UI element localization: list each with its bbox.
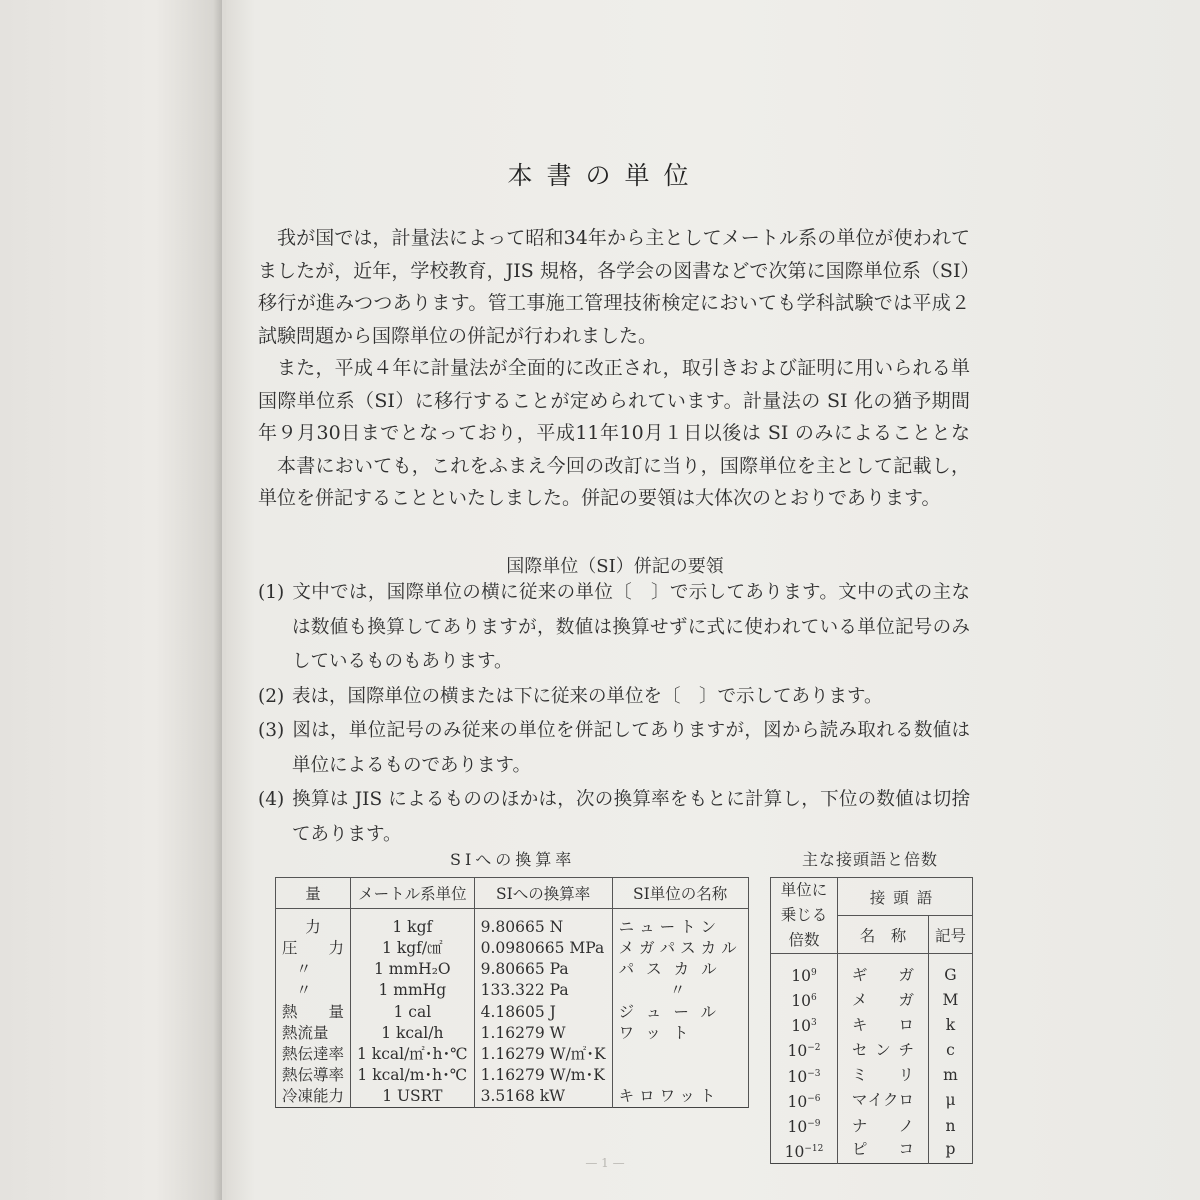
column-header: 名 称 — [837, 916, 928, 954]
intro-text — [258, 222, 970, 515]
char: キ — [851, 1015, 868, 1034]
text-line: 我が国では，計量法によって昭和34年から主としてメートル系の単位が使われて — [277, 227, 970, 249]
base: 10 — [791, 1017, 811, 1036]
prefix-symbol: μ — [928, 1088, 972, 1113]
quantity: 熱流量 — [276, 1023, 351, 1044]
text-line: ましたが，近年，学校教育，JIS 規格，各学会の図書などで次第に国際単位系（SI） — [258, 259, 970, 282]
quantity: 〃 — [276, 959, 351, 980]
text-line: 国際単位系（SI）に移行することが定められています。計量法の SI 化の猶予期間 — [258, 389, 970, 412]
base: 10 — [787, 1118, 808, 1137]
column-header: 記号 — [928, 916, 972, 954]
table-row — [276, 1001, 749, 1022]
char: マ — [851, 1091, 868, 1110]
guidelines-heading: 国際単位（SI）併記の要領 — [506, 556, 724, 577]
exponent: 3 — [810, 1018, 817, 1029]
text-line: 単位を併記することといたしました。併記の要領は大体次のとおりであります。 — [258, 487, 941, 509]
table-row — [771, 1012, 973, 1037]
text-line: 本書においても，これをふまえ今回の改訂に当り，国際単位を主として記載し， — [277, 454, 970, 477]
prefix-symbol: c — [928, 1037, 972, 1062]
si-value: 1.16279 W/m･K — [474, 1065, 612, 1086]
item-text: は数値も換算してありますが，数値は換算せずに式に使われている単位記号のみ — [292, 616, 970, 638]
si-value: 0.0980665 MPa — [474, 938, 612, 959]
quantity: 熱伝導率 — [276, 1065, 351, 1086]
exponent: 6 — [810, 993, 817, 1004]
exponent: 9 — [810, 968, 817, 978]
column-header: 単位に乗じる倍数 — [771, 878, 838, 954]
table-row — [276, 959, 749, 980]
char: イ — [867, 1091, 883, 1110]
item-text: てあります。 — [292, 823, 402, 845]
si-unit-name: ニュートン — [612, 909, 748, 939]
char: ロ — [898, 1091, 914, 1110]
prefix-name — [837, 1088, 928, 1113]
char: コ — [898, 1140, 914, 1159]
list-item — [258, 576, 970, 611]
exponent: −12 — [804, 1144, 824, 1155]
char: ン — [875, 1041, 891, 1060]
page-number: — 1 — — [585, 1156, 625, 1170]
table-row — [771, 1063, 973, 1088]
column-header: 量 — [276, 878, 351, 909]
multiplier — [771, 1012, 838, 1037]
prefix-table — [770, 877, 973, 1164]
quantity: 〃 — [276, 980, 351, 1001]
si-unit-name: ジュール — [612, 1001, 748, 1022]
si-unit-name: キロワット — [612, 1086, 748, 1108]
page-title: 本書の単位 — [507, 161, 703, 190]
char: ナ — [851, 1116, 868, 1135]
table-row — [276, 1044, 749, 1065]
table-row — [276, 909, 749, 939]
base: 10 — [791, 992, 811, 1011]
multiplier — [771, 987, 838, 1012]
quantity: 力 — [276, 909, 351, 939]
quantity: 熱 量 — [276, 1001, 351, 1022]
char: ロ — [898, 1015, 914, 1034]
exponent: −9 — [807, 1118, 821, 1129]
prefix-symbol: k — [928, 1012, 972, 1037]
multiplier — [771, 1037, 838, 1062]
prefix-name — [837, 1063, 928, 1088]
prefix-name — [837, 1037, 928, 1062]
conversion-table-caption: SIへの換算率 — [450, 850, 576, 869]
text-line: 試験問題から国際単位の併記が行われました。 — [258, 324, 658, 347]
metric-unit: 1 kgf — [351, 909, 475, 939]
list-item — [258, 714, 970, 749]
text-line: 移行が進みつつあります。管工事施工管理技術検定においても学科試験では平成２ — [258, 292, 970, 314]
item-text: 表は，国際単位の横または下に従来の単位を〔 〕で示してあります。 — [292, 685, 883, 707]
item-number: (2) — [258, 685, 285, 707]
metric-unit: 1 mmH₂O — [351, 959, 475, 980]
quantity: 圧 力 — [276, 938, 351, 959]
table-row — [771, 1088, 973, 1113]
item-text: 換算は JIS によるもののほかは，次の換算率をもとに計算し，下位の数値は切捨 — [292, 789, 970, 810]
multiplier — [771, 1113, 838, 1138]
multiplier — [771, 1063, 838, 1088]
exponent: −3 — [807, 1068, 821, 1079]
exponent: −6 — [807, 1093, 821, 1104]
char: ク — [882, 1091, 899, 1110]
si-unit-name — [612, 1044, 748, 1065]
prefix-table-caption: 主な接頭語と倍数 — [802, 850, 939, 869]
item-number: (4) — [258, 789, 285, 810]
prefix-name — [837, 1012, 928, 1037]
guidelines-list — [258, 576, 970, 852]
table-row — [771, 987, 973, 1012]
exponent: −2 — [807, 1043, 821, 1054]
column-header: SIへの換算率 — [474, 878, 612, 909]
table-header — [276, 878, 749, 909]
column-header: メートル系単位 — [351, 878, 475, 909]
base: 10 — [787, 1092, 808, 1111]
prefix-symbol: n — [928, 1113, 972, 1138]
si-value: 133.322 Pa — [474, 980, 612, 1001]
table-row — [276, 1023, 749, 1044]
si-value: 1.16279 W — [474, 1023, 612, 1044]
si-unit-name: 〃 — [612, 980, 748, 1001]
char: リ — [898, 1066, 914, 1085]
si-unit-name: パスカル — [612, 959, 748, 980]
multiplier — [771, 954, 838, 988]
item-number: (3) — [258, 720, 285, 741]
item-text: 単位によるものであります。 — [292, 754, 532, 776]
metric-unit: 1 kcal/m･h･℃ — [351, 1065, 475, 1086]
item-text: しているものもあります。 — [292, 651, 513, 672]
item-text: 図は，単位記号のみ従来の単位を併記してありますが，図から読み取れる数値は — [292, 720, 970, 741]
si-unit-name — [612, 1065, 748, 1086]
base: 10 — [784, 1143, 805, 1162]
text-line: また，平成４年に計量法が全面的に改正され，取引きおよび証明に用いられる単 — [277, 357, 970, 379]
char: ガ — [898, 990, 914, 1009]
si-value: 1.16279 W/㎡･K — [474, 1044, 612, 1065]
si-value: 3.5168 kW — [474, 1086, 612, 1108]
char: ノ — [898, 1116, 914, 1135]
table-row — [276, 980, 749, 1001]
char: セ — [851, 1041, 868, 1060]
table-row — [771, 954, 973, 988]
table-row — [276, 938, 749, 959]
metric-unit: 1 cal — [351, 1001, 475, 1022]
base: 10 — [791, 967, 811, 986]
prefix-name — [837, 987, 928, 1012]
quantity: 冷凍能力 — [276, 1086, 351, 1108]
conversion-table — [275, 877, 749, 1108]
table-row — [771, 1037, 973, 1062]
char: メ — [851, 990, 868, 1009]
char: ギ — [851, 965, 868, 984]
prefix-name — [837, 1113, 928, 1138]
column-header: SI単位の名称 — [612, 878, 748, 909]
column-header: 接頭語 — [837, 878, 972, 916]
si-value: 9.80665 N — [474, 909, 612, 939]
prefix-symbol: M — [928, 987, 972, 1012]
table-row — [276, 1086, 749, 1108]
metric-unit: 1 kgf/㎠ — [351, 938, 475, 959]
list-item — [258, 783, 970, 818]
prefix-symbol: G — [928, 954, 972, 988]
prefix-name — [837, 954, 928, 988]
table-row — [276, 1065, 749, 1086]
si-unit-name: メガパスカル — [612, 938, 748, 959]
table-row — [771, 1113, 973, 1138]
char: ピ — [851, 1140, 868, 1159]
si-value: 9.80665 Pa — [474, 959, 612, 980]
base: 10 — [787, 1067, 808, 1086]
char: チ — [898, 1041, 914, 1060]
prefix-symbol: p — [928, 1138, 972, 1164]
metric-unit: 1 USRT — [351, 1086, 475, 1108]
metric-unit: 1 kcal/h — [351, 1023, 475, 1044]
list-item — [258, 680, 970, 715]
metric-unit: 1 kcal/㎡･h･℃ — [351, 1044, 475, 1065]
item-number: (1) — [258, 582, 285, 603]
si-unit-name: ワット — [612, 1023, 748, 1044]
item-text: 文中では，国際単位の横に従来の単位〔 〕で示してあります。文中の式の主な — [292, 582, 970, 603]
metric-unit: 1 mmHg — [351, 980, 475, 1001]
prefix-symbol: m — [928, 1063, 972, 1088]
char: ガ — [898, 965, 914, 984]
quantity: 熱伝達率 — [276, 1044, 351, 1065]
table-header — [771, 878, 973, 916]
text-line: 年９月30日までとなっており，平成11年10月１日以後は SI のみによることとな — [258, 422, 970, 444]
base: 10 — [787, 1042, 808, 1061]
si-value: 4.18605 J — [474, 1001, 612, 1022]
char: ミ — [851, 1066, 868, 1085]
multiplier — [771, 1088, 838, 1113]
